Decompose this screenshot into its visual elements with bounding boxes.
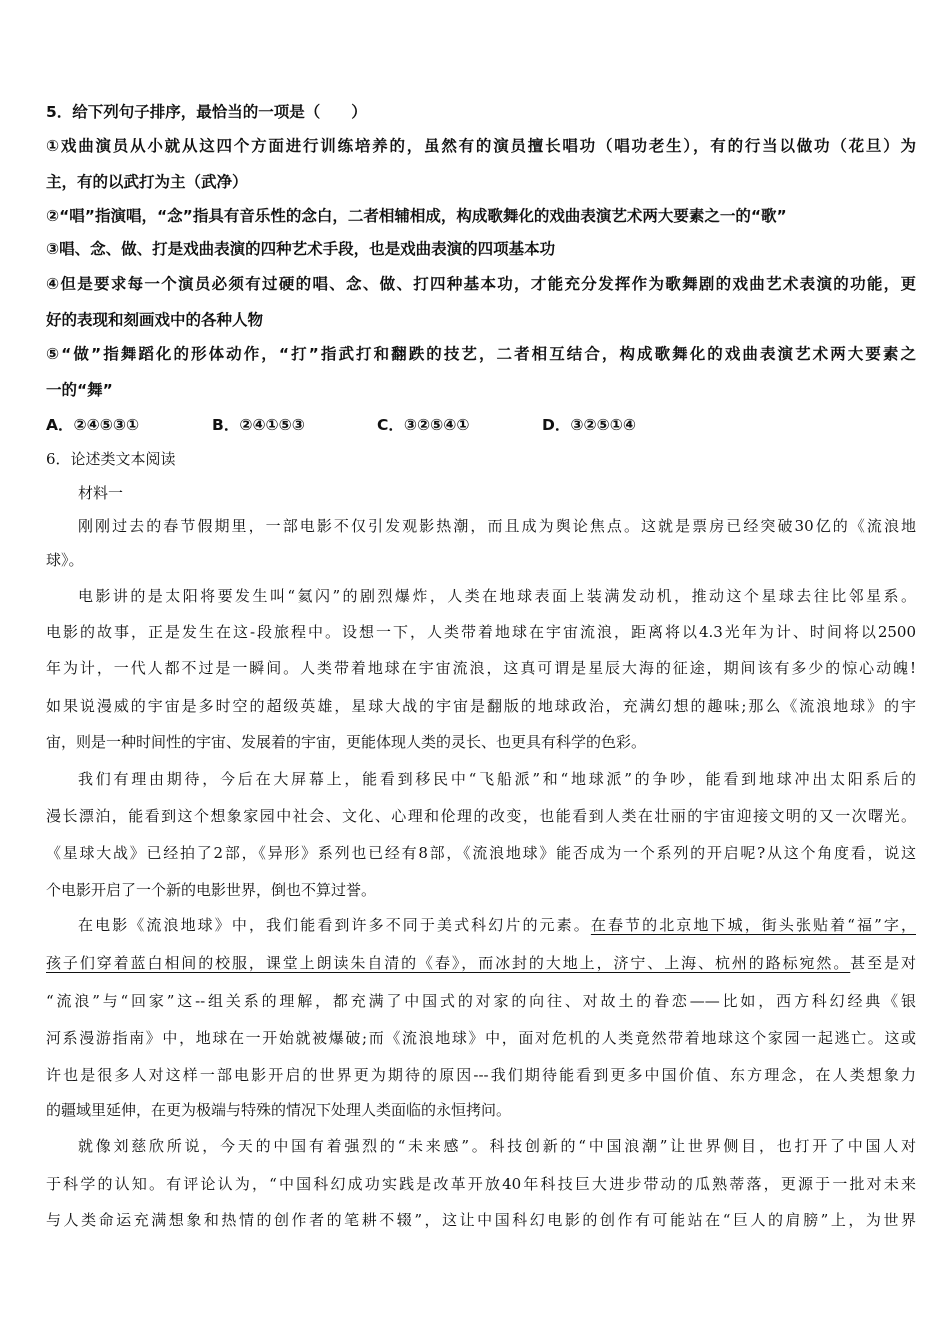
q5-option-a: A．②④⑤③①: [46, 416, 140, 434]
q6-p4-line1: [78, 914, 916, 936]
q6-p1-line2: 球》。: [46, 551, 84, 569]
q6-p3-line2: 漫长漂泊，能看到这个想象家园中社会、文化、心理和伦理的改变，也能看到人类在壮丽的宇宙迎接文明的又一次曙光。: [46, 807, 916, 825]
q6-p4-line5: 许也是很多人对这样一部电影开启的世界更为期待的原因---我们期待能看到更多中国价值、东方理念，在人类想象力: [46, 1066, 916, 1084]
q6-p3-line3: 《星球大战》已经拍了2部，《异形》系列也已经有8部，《流浪地球》能否成为一个系列的开启呢?从这个角度看，说这: [46, 844, 916, 862]
q6-p3-line1: 我们有理由期待，今后在大屏幕上，能看到移民中“飞船派”和“地球派”的争吵，能看到地球冲出太阳系后的: [78, 770, 916, 788]
q6-material-label: 材料一: [78, 484, 124, 502]
q5-sentence-5-cont: 一的“舞”: [46, 381, 113, 399]
q6-p5-line1: 就像刘慈欣所说，今天的中国有着强烈的“未来感”。科技创新的“中国浪潮”让世界侧目，也打开了中国人对: [78, 1137, 916, 1155]
q6-p2-line3: 年为计，一代人都不过是一瞬间。人类带着地球在宇宙流浪，这真可谓是星辰大海的征途，期间该有多少的惊心动魄!: [46, 659, 916, 677]
q6-p4-line6: 的疆域里延伸，在更为极端与特殊的情况下处理人类面临的永恒拷问。: [46, 1101, 512, 1119]
q6-p2-line2: 电影的故事，正是发生在这-段旅程中。设想一下，人类带着地球在宇宙流浪，距离将以4.3光年为计、时间将以2500: [46, 623, 916, 641]
q6-p2-line1: 电影讲的是太阳将要发生叫“氦闪”的剧烈爆炸，人类在地球表面上装满发动机，推动这个星球去往比邻星系。: [78, 587, 916, 605]
q6-p4-underlined-text-cont: 孩子们穿着蓝白相间的校服，课堂上朗读朱自清的《春》，而冰封的大地上，济宁、上海、杭州的路标宛然。: [46, 954, 851, 972]
q5-sentence-1: ①戏曲演员从小就从这四个方面进行训练培养的，虽然有的演员擅长唱功（唱功老生），有的行当以做功（花旦）为: [46, 137, 916, 155]
q5-option-c: C．③②⑤④①: [377, 416, 470, 434]
q5-option-b: B．②④①⑤③: [212, 416, 305, 434]
q5-sentence-5: ⑤“做”指舞蹈化的形体动作，“打”指武打和翻跌的技艺，二者相互结合，构成歌舞化的戏曲表演艺术两大要素之: [46, 345, 916, 363]
q6-p2-line4: 如果说漫威的宇宙是多时空的超级英雄，星球大战的宇宙是翻版的地球政治，充满幻想的趣味;那么《流浪地球》的宇: [46, 697, 916, 715]
q6-p4-line1-text: 在电影《流浪地球》中，我们能看到许多不同于美式科幻片的元素。: [78, 916, 591, 934]
q6-p1-line1: 刚刚过去的春节假期里，一部电影不仅引发观影热潮，而且成为舆论焦点。这就是票房已经突破30亿的《流浪地: [78, 517, 916, 535]
q5-sentence-4: ④但是要求每一个演员必须有过硬的唱、念、做、打四种基本功，才能充分发挥作为歌舞剧的戏曲艺术表演的功能，更: [46, 275, 916, 293]
q6-p4-line3: “流浪”与“回家”这--组关系的理解，都充满了中国式的对家的向往、对故土的眷恋——比如，西方科幻经典《银: [46, 992, 916, 1010]
q5-sentence-2: ②“唱”指演唱，“念”指具有音乐性的念白，二者相辅相成，构成歌舞化的戏曲表演艺术两大要素之一的“歌”: [46, 207, 787, 225]
q6-p4-line2-text: 甚至是对: [850, 954, 916, 972]
q6-p4-line2: [46, 952, 916, 974]
q5-sentence-1-cont: 主，有的以武打为主（武净）: [46, 173, 248, 191]
q5-sentence-4-cont: 好的表现和刻画戏中的各种人物: [46, 311, 264, 329]
q5-option-d: D．③②⑤①④: [542, 416, 636, 434]
q5-title: 5．给下列句子排序，最恰当的一项是（ ）: [46, 103, 367, 121]
q6-p3-line4: 个电影开启了一个新的电影世界，倒也不算过誉。: [46, 881, 377, 899]
q6-p2-line5: 宙，则是一种时间性的宇宙、发展着的宇宙，更能体现人类的灵长、也更具有科学的色彩。: [46, 733, 647, 751]
q6-p4-underlined-text: 在春节的北京地下城，街头张贴着“福”字，: [590, 916, 916, 934]
q5-sentence-3: ③唱、念、做、打是戏曲表演的四种艺术手段，也是戏曲表演的四项基本功: [46, 240, 556, 258]
q6-p4-line4: 河系漫游指南》中，地球在一开始就被爆破;而《流浪地球》中，面对危机的人类竟然带着地球这个家园一起逃亡。这或: [46, 1029, 916, 1047]
q6-title: 6．论述类文本阅读: [46, 450, 176, 468]
q6-p5-line3: 与人类命运充满想象和热情的创作者的笔耕不辍”，这让中国科幻电影的创作有可能站在“巨人的肩膀”上，为世界: [46, 1211, 916, 1229]
q6-p5-line2: 于科学的认知。有评论认为，“中国科幻成功实践是改革开放40年科技巨大进步带动的瓜熟蒂落，更源于一批对未来: [46, 1175, 916, 1193]
